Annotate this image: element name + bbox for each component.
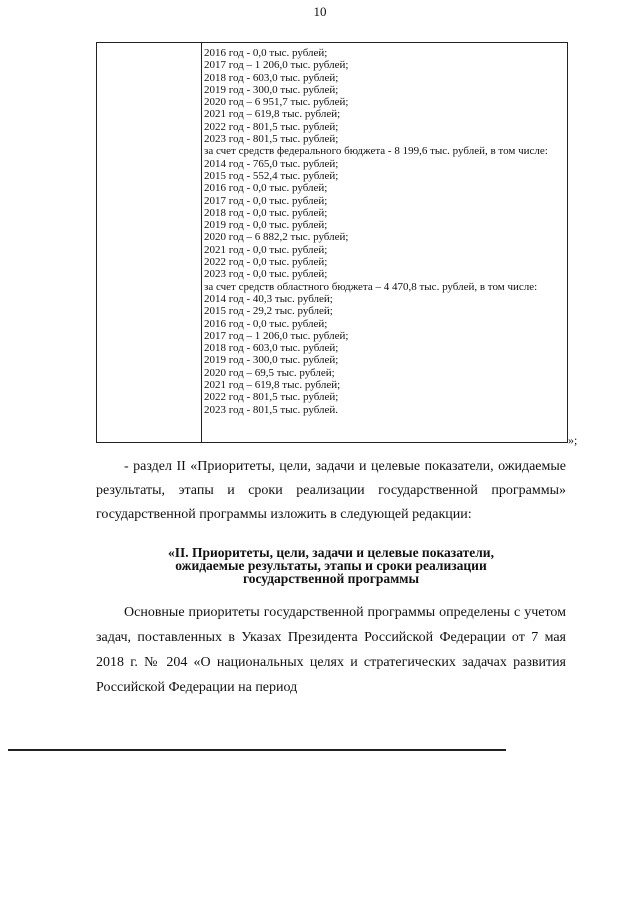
table-line: 2023 год - 0,0 тыс. рублей; bbox=[204, 268, 328, 281]
closing-quote-mark: »; bbox=[568, 433, 578, 447]
table-line: 2019 год - 0,0 тыс. рублей; bbox=[204, 219, 328, 232]
table-line: 2015 год - 552,4 тыс. рублей; bbox=[204, 169, 339, 182]
section-heading-line: «II. Приоритеты, цели, задачи и целевые показатели, bbox=[168, 545, 494, 560]
section-heading bbox=[96, 546, 566, 585]
main-paragraph: Основные приоритеты государственной программы определены с учетом задач, поставленных в Указах Президента Российской Федерации от 7 мая 2018 г. № 204 «О национальных целях и стратегических задачах развития Российской Федерации на период bbox=[96, 605, 566, 695]
table-line: 2017 год - 0,0 тыс. рублей; bbox=[204, 194, 328, 207]
table-line: 2017 год – 1 206,0 тыс. рублей; bbox=[204, 329, 349, 342]
amendment-paragraph: - раздел II «Приоритеты, цели, задачи и целевые показатели, ожидаемые результаты, этапы и сроки реализации государственной программы» государственной программы изложить в следующей редакции: bbox=[96, 459, 566, 522]
table-line: 2020 год – 69,5 тыс. рублей; bbox=[204, 366, 335, 379]
page-number: 10 bbox=[313, 4, 327, 19]
table-line: 2023 год - 801,5 тыс. рублей. bbox=[204, 403, 339, 416]
table-line: 2021 год – 619,8 тыс. рублей; bbox=[204, 108, 341, 121]
horizontal-rule bbox=[8, 749, 506, 751]
table-line: 2021 год – 619,8 тыс. рублей; bbox=[204, 379, 341, 392]
table-line: 2019 год - 300,0 тыс. рублей; bbox=[204, 354, 339, 367]
table-column-divider bbox=[201, 43, 202, 442]
table-line: 2015 год - 29,2 тыс. рублей; bbox=[204, 305, 333, 318]
table-line: 2018 год - 603,0 тыс. рублей; bbox=[204, 342, 339, 355]
section-heading-line: ожидаемые результаты, этапы и сроки реализации bbox=[175, 558, 487, 573]
table-line: 2017 год – 1 206,0 тыс. рублей; bbox=[204, 59, 349, 72]
table-line: 2018 год - 603,0 тыс. рублей; bbox=[204, 71, 339, 84]
budget-table bbox=[96, 42, 568, 443]
table-line: 2022 год - 801,5 тыс. рублей; bbox=[204, 391, 339, 404]
table-subtotal-regional: за счет средств областного бюджета – 4 470,8 тыс. рублей, в том числе: bbox=[204, 280, 538, 293]
section-heading-line: государственной программы bbox=[242, 571, 420, 586]
table-line: 2022 год - 0,0 тыс. рублей; bbox=[204, 256, 328, 269]
table-line: 2014 год - 765,0 тыс. рублей; bbox=[204, 157, 339, 170]
table-line: 2023 год - 801,5 тыс. рублей; bbox=[204, 133, 339, 146]
table-line: 2016 год - 0,0 тыс. рублей; bbox=[204, 182, 328, 195]
table-line: 2020 год – 6 951,7 тыс. рублей; bbox=[204, 96, 349, 109]
table-line: 2022 год - 801,5 тыс. рублей; bbox=[204, 120, 339, 133]
table-line: 2016 год - 0,0 тыс. рублей; bbox=[204, 317, 328, 330]
table-line: 2020 год – 6 882,2 тыс. рублей; bbox=[204, 231, 349, 244]
table-subtotal-federal: за счет средств федерального бюджета - 8 199,6 тыс. рублей, в том числе: bbox=[204, 145, 548, 158]
table-cell-funding bbox=[204, 47, 564, 416]
table-line: 2018 год - 0,0 тыс. рублей; bbox=[204, 206, 328, 219]
table-line: 2014 год - 40,3 тыс. рублей; bbox=[204, 292, 333, 305]
table-line: 2016 год - 0,0 тыс. рублей; bbox=[204, 47, 328, 59]
table-line: 2021 год - 0,0 тыс. рублей; bbox=[204, 243, 328, 256]
table-line: 2019 год - 300,0 тыс. рублей; bbox=[204, 83, 339, 96]
